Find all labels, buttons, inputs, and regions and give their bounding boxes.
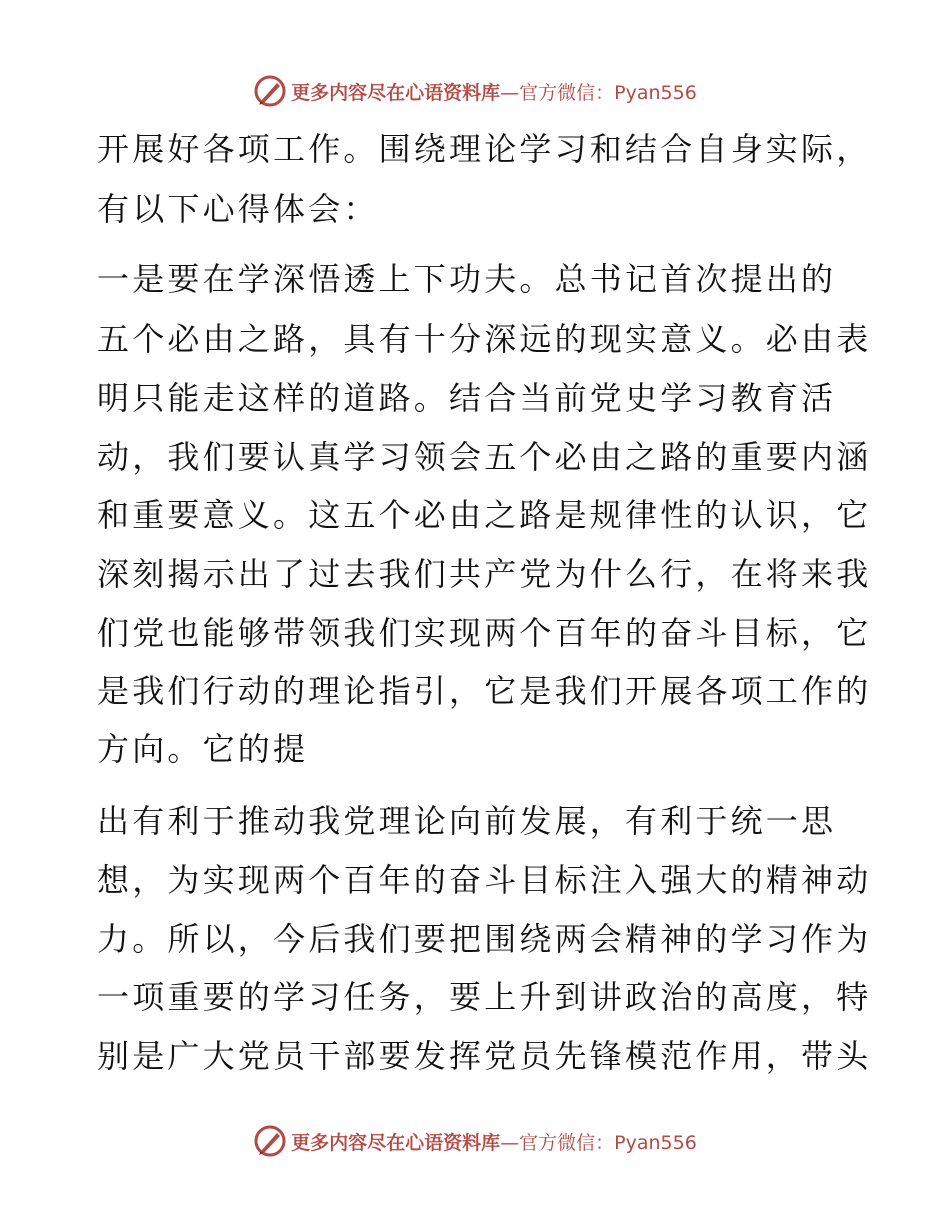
body-line: 方向。它的提 — [97, 730, 309, 768]
body-line: 想，为实现两个百年的奋斗目标注入强大的精神动 — [97, 861, 872, 899]
body-line: 和重要意义。这五个必由之路是规律性的认识，它 — [97, 496, 872, 534]
banner-slogan: 更多内容尽在心语资料库 — [291, 1131, 501, 1154]
banner-contact: —官方微信：Pyan556 — [500, 81, 697, 104]
body-line: 一是要在学深悟透上下功夫。总书记首次提出的 — [97, 260, 837, 298]
body-line: 们党也能够带领我们实现两个百年的奋斗目标，它 — [97, 614, 872, 652]
banner-slogan: 更多内容尽在心语资料库 — [291, 81, 501, 104]
body-line: 别是广大党员干部要发挥党员先锋模范作用，带头 — [97, 1037, 872, 1075]
quill-pen-circle-icon — [253, 1124, 287, 1158]
body-line: 开展好各项工作。围绕理论学习和结合自身实际， — [97, 130, 872, 168]
body-line: 有以下心得体会： — [97, 190, 379, 228]
banner-contact: —官方微信：Pyan556 — [500, 1131, 697, 1154]
body-line: 明只能走这样的道路。结合当前党史学习教育活 — [97, 379, 837, 417]
header-banner — [0, 71, 950, 111]
body-line: 深刻揭示出了过去我们共产党为什么行，在将来我 — [97, 555, 872, 593]
body-line: 动，我们要认真学习领会五个必由之路的重要内涵 — [97, 438, 872, 476]
body-line: 五个必由之路，具有十分深远的现实意义。必由表 — [97, 320, 872, 358]
footer-banner — [0, 1121, 950, 1161]
quill-pen-circle-icon — [253, 74, 287, 108]
body-line: 出有利于推动我党理论向前发展，有利于统一思 — [97, 802, 837, 840]
body-line: 是我们行动的理论指引，它是我们开展各项工作的 — [97, 672, 872, 710]
body-line: 一项重要的学习任务，要上升到讲政治的高度，特 — [97, 978, 872, 1016]
body-line: 力。所以，今后我们要把围绕两会精神的学习作为 — [97, 920, 872, 958]
